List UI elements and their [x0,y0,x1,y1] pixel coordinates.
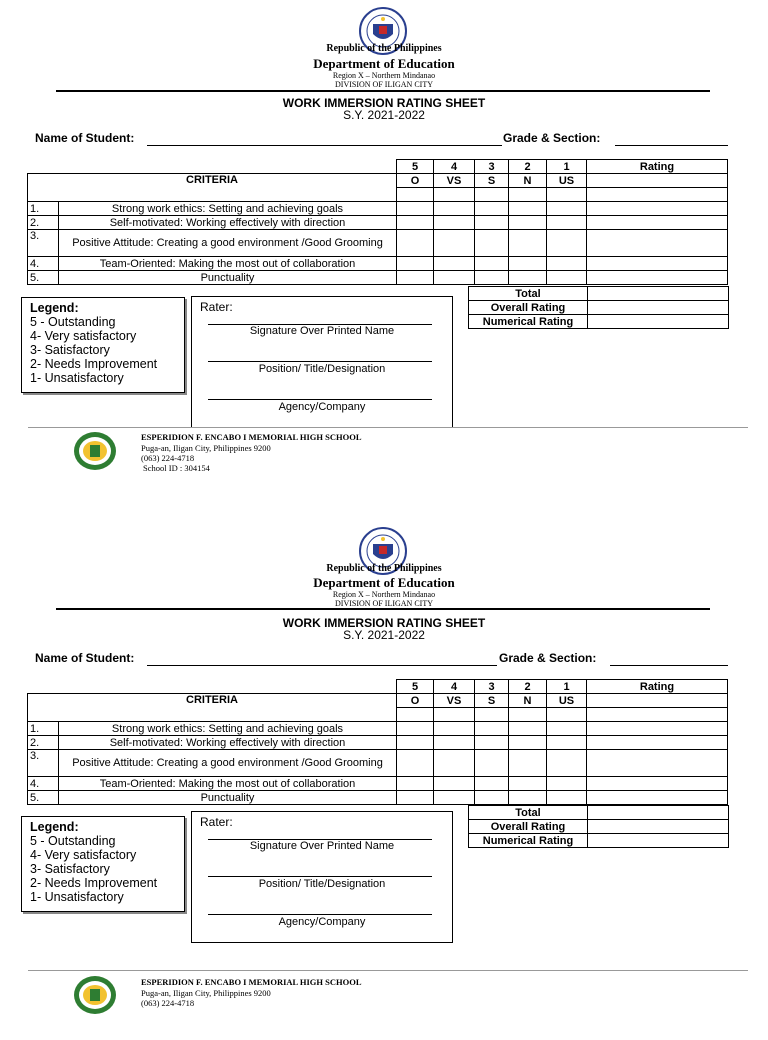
score-cell[interactable] [547,750,587,777]
header-region: Region X – Northern Mindanao [332,71,436,80]
rating-cell[interactable] [587,708,728,722]
criterion-text: Punctuality [59,271,397,285]
score-cell[interactable] [509,188,547,202]
scale-number: 4 [434,680,475,694]
scale-number: 5 [397,680,434,694]
rater-label: Rater: [200,300,233,314]
total-cell[interactable] [588,287,729,301]
legend-item: 4- Very satisfactory [30,329,137,343]
grade-field[interactable] [610,665,728,666]
school-name: ESPERIDION F. ENCABO I MEMORIAL HIGH SCHOOL [141,432,362,442]
score-cell[interactable] [547,722,587,736]
scale-code: US [547,694,587,708]
rater-box [191,296,453,428]
criterion-number: 1. [28,202,59,216]
criterion-number: 5. [28,791,59,805]
criterion-text: Team-Oriented: Making the most out of collaboration [59,777,397,791]
school-year: S.Y. 2021-2022 [343,108,425,122]
score-cell[interactable] [509,750,547,777]
footer-divider [28,427,748,428]
header-republic: Republic of the Philippines [326,43,442,54]
score-cell[interactable] [475,791,509,805]
score-cell[interactable] [475,230,509,257]
position-caption: Position/ Title/Designation [258,878,386,890]
numerical-rating-label: Numerical Rating [469,315,588,329]
legend-item: 5 - Outstanding [30,315,116,329]
overall-rating-cell[interactable] [588,301,729,315]
score-cell[interactable] [509,722,547,736]
score-cell[interactable] [397,708,434,722]
score-cell[interactable] [475,271,509,285]
header-divider [56,90,710,92]
totals-table [468,286,729,329]
rating-cell[interactable] [587,257,728,271]
overall-rating-label: Overall Rating [469,301,588,315]
header-divider [56,608,710,610]
score-cell[interactable] [434,750,475,777]
grade-label: Grade & Section: [499,651,597,665]
score-cell[interactable] [509,791,547,805]
legend-box [21,297,185,393]
score-cell[interactable] [547,257,587,271]
criterion-text: Positive Attitude: Creating a good environment /Good Grooming [59,230,397,257]
score-cell[interactable] [434,722,475,736]
criterion-number: 4. [28,777,59,791]
total-label: Total [469,806,588,820]
criterion-number: 3. [28,230,59,257]
table-row [28,791,728,805]
criterion-text: Positive Attitude: Creating a good environment /Good Grooming [59,750,397,777]
legend-title: Legend: [30,820,79,834]
score-cell[interactable] [397,230,434,257]
scale-code: S [475,174,509,188]
scale-number: 1 [547,680,587,694]
header-division: DIVISION OF ILIGAN CITY [335,599,433,608]
agency-line[interactable] [208,914,432,915]
school-year: S.Y. 2021-2022 [343,628,425,642]
criterion-text: Self-motivated: Working effectively with direction [59,736,397,750]
grade-field[interactable] [615,145,728,146]
score-cell[interactable] [397,188,434,202]
overall-rating-cell[interactable] [588,820,729,834]
score-cell[interactable] [547,736,587,750]
school-name: ESPERIDION F. ENCABO I MEMORIAL HIGH SCHOOL [141,977,362,987]
scale-number: 2 [509,680,547,694]
scale-code: VS [434,694,475,708]
score-cell[interactable] [397,202,434,216]
rating-cell[interactable] [587,216,728,230]
position-caption: Position/ Title/Designation [258,363,386,375]
score-cell[interactable] [397,257,434,271]
score-cell[interactable] [434,271,475,285]
scale-code: O [397,174,434,188]
criterion-text: Self-motivated: Working effectively with direction [59,216,397,230]
score-cell[interactable] [547,216,587,230]
score-cell[interactable] [509,257,547,271]
table-row [28,722,728,736]
criteria-header: CRITERIA [28,174,397,202]
scale-number: 3 [475,160,509,174]
rating-header: Rating [587,160,728,174]
criterion-text: Strong work ethics: Setting and achieving goals [59,202,397,216]
table-row [28,750,728,777]
rating-cell[interactable] [587,174,728,188]
score-cell[interactable] [509,736,547,750]
rating-cell[interactable] [587,271,728,285]
table-row [28,216,728,230]
score-cell[interactable] [434,230,475,257]
scale-code: N [509,174,547,188]
score-cell[interactable] [434,188,475,202]
criterion-text: Strong work ethics: Setting and achieving goals [59,722,397,736]
score-cell[interactable] [434,708,475,722]
score-cell[interactable] [397,722,434,736]
score-cell[interactable] [475,216,509,230]
table-row [28,230,728,257]
numerical-rating-cell[interactable] [588,834,729,848]
school-phone: (063) 224-4718 [141,453,195,463]
signature-caption: Signature Over Printed Name [249,325,395,337]
header-division: DIVISION OF ILIGAN CITY [335,80,433,89]
score-cell[interactable] [434,257,475,271]
school-address: Puga-an, Iligan City, Philippines 9200 [141,443,271,453]
numerical-rating-label: Numerical Rating [469,834,588,848]
legend-item: 2- Needs Improvement [30,876,158,890]
score-cell[interactable] [397,216,434,230]
header-region: Region X – Northern Mindanao [332,590,436,599]
criterion-number: 2. [28,736,59,750]
header-republic: Republic of the Philippines [326,563,442,574]
score-cell[interactable] [475,722,509,736]
scale-code: O [397,694,434,708]
position-line[interactable] [208,876,432,877]
scale-number: 1 [547,160,587,174]
rater-box [191,811,453,943]
scale-code: N [509,694,547,708]
rating-header: Rating [587,680,728,694]
rating-cell[interactable] [587,722,728,736]
score-cell[interactable] [397,271,434,285]
criteria-header: CRITERIA [28,694,397,722]
legend-item: 3- Satisfactory [30,343,110,357]
rating-cell[interactable] [587,230,728,257]
criterion-text: Punctuality [59,791,397,805]
rater-label: Rater: [200,815,233,829]
criterion-number: 3. [28,750,59,777]
score-cell[interactable] [434,791,475,805]
rating-cell[interactable] [587,736,728,750]
score-cell[interactable] [434,736,475,750]
score-cell[interactable] [397,736,434,750]
form-title: WORK IMMERSION RATING SHEET [282,616,486,630]
agency-line[interactable] [208,399,432,400]
table-row [28,271,728,285]
total-cell[interactable] [588,806,729,820]
legend-box [21,816,185,912]
name-field[interactable] [147,145,502,146]
score-cell[interactable] [509,216,547,230]
score-cell[interactable] [475,188,509,202]
legend-item: 1- Unsatisfactory [30,890,124,904]
score-cell[interactable] [547,791,587,805]
score-cell[interactable] [547,777,587,791]
signature-caption: Signature Over Printed Name [249,840,395,852]
legend-title: Legend: [30,301,79,315]
criterion-number: 2. [28,216,59,230]
rating-cell[interactable] [587,791,728,805]
scale-number: 5 [397,160,434,174]
score-cell[interactable] [509,777,547,791]
footer-divider [28,970,748,971]
score-cell[interactable] [397,791,434,805]
position-line[interactable] [208,361,432,362]
criterion-number: 5. [28,271,59,285]
rating-cell[interactable] [587,188,728,202]
name-label: Name of Student: [35,131,135,145]
legend-item: 3- Satisfactory [30,862,110,876]
scale-number: 4 [434,160,475,174]
score-cell[interactable] [509,271,547,285]
scale-code: VS [434,174,475,188]
criterion-number: 1. [28,722,59,736]
score-cell[interactable] [475,257,509,271]
name-label: Name of Student: [35,651,135,665]
numerical-rating-cell[interactable] [588,315,729,329]
school-logo-icon [73,431,117,471]
grade-label: Grade & Section: [503,131,601,145]
table-row [28,777,728,791]
criterion-number: 4. [28,257,59,271]
score-cell[interactable] [434,202,475,216]
score-cell[interactable] [475,736,509,750]
overall-rating-label: Overall Rating [469,820,588,834]
rating-cell[interactable] [587,202,728,216]
school-logo-icon [73,975,117,1015]
legend-item: 2- Needs Improvement [30,357,158,371]
rating-sheet-2 [0,520,768,1040]
rating-cell[interactable] [587,694,728,708]
score-cell[interactable] [434,777,475,791]
score-cell[interactable] [509,708,547,722]
scale-code: US [547,174,587,188]
table-row [28,202,728,216]
score-cell[interactable] [475,750,509,777]
legend-item: 4- Very satisfactory [30,848,137,862]
score-cell[interactable] [397,750,434,777]
header-department: Department of Education [313,56,455,71]
school-address: Puga-an, Iligan City, Philippines 9200 [141,988,271,998]
agency-caption: Agency/Company [278,916,366,928]
agency-caption: Agency/Company [278,401,366,413]
score-cell[interactable] [547,188,587,202]
form-title: WORK IMMERSION RATING SHEET [282,96,486,110]
score-cell[interactable] [397,777,434,791]
score-cell[interactable] [547,708,587,722]
criteria-table [27,159,728,285]
table-row [28,736,728,750]
score-cell[interactable] [475,708,509,722]
total-label: Total [469,287,588,301]
score-cell[interactable] [547,271,587,285]
criteria-table [27,679,728,805]
totals-table [468,805,729,848]
criterion-text: Team-Oriented: Making the most out of collaboration [59,257,397,271]
score-cell[interactable] [509,202,547,216]
header-department: Department of Education [313,575,455,590]
legend-item: 5 - Outstanding [30,834,116,848]
score-cell[interactable] [509,230,547,257]
scale-number: 2 [509,160,547,174]
score-cell[interactable] [547,230,587,257]
rating-cell[interactable] [587,777,728,791]
score-cell[interactable] [434,216,475,230]
school-phone: (063) 224-4718 [141,998,195,1008]
name-field[interactable] [147,665,497,666]
legend-item: 1- Unsatisfactory [30,371,124,385]
score-cell[interactable] [547,202,587,216]
scale-code: S [475,694,509,708]
score-cell[interactable] [475,777,509,791]
rating-cell[interactable] [587,750,728,777]
score-cell[interactable] [475,202,509,216]
scale-number: 3 [475,680,509,694]
school-id: School ID : 304154 [143,463,210,473]
table-row [28,257,728,271]
